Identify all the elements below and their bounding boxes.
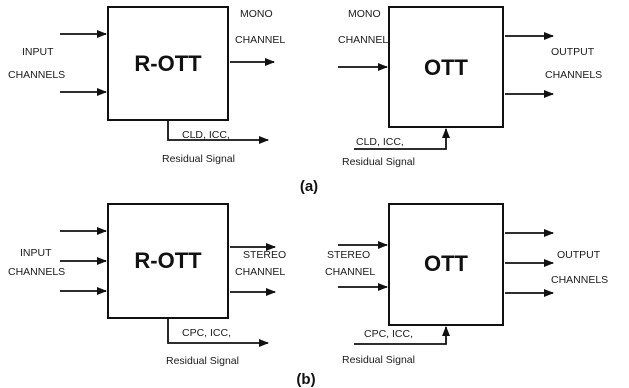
panel-a (8, 7, 602, 195)
param-label-b-dec-line2: Residual Signal (342, 354, 415, 366)
param-label-a-dec-line2: Residual Signal (342, 156, 415, 168)
mono-out-label-a-line1: MONO (240, 8, 273, 20)
caption-b: (b) (296, 371, 316, 388)
stereo-in-label-b-line2: CHANNEL (325, 266, 376, 278)
encoder-b (8, 204, 286, 367)
param-label-a-enc-line2: Residual Signal (162, 153, 235, 165)
ott-label-b: OTT (424, 251, 468, 276)
ott-label-a: OTT (424, 55, 468, 80)
r-ott-label-a: R-OTT (134, 51, 202, 76)
stereo-out-label-b-line2: CHANNEL (235, 266, 286, 278)
caption-a: (a) (299, 178, 319, 195)
input-label-b-line1: INPUT (20, 247, 52, 259)
stereo-in-label-b-line1: STEREO (327, 249, 371, 261)
panel-b (8, 204, 608, 388)
param-label-a-dec-line1: CLD, ICC, (356, 136, 404, 148)
stereo-out-label-b-line1: STEREO (243, 249, 287, 261)
param-label-b-dec-line1: CPC, ICC, (364, 328, 414, 340)
param-label-b-enc-line2: Residual Signal (166, 355, 239, 367)
input-label-a-line2: CHANNELS (8, 69, 66, 81)
param-label-a-enc-line1: CLD, ICC, (182, 129, 230, 141)
decoder-b (325, 204, 608, 366)
output-label-b-line2: CHANNELS (551, 274, 609, 286)
input-label-a-line1: INPUT (22, 46, 54, 58)
mono-in-label-a-line1: MONO (348, 8, 381, 20)
output-label-b-line1: OUTPUT (557, 249, 601, 261)
mono-in-label-a-line2: CHANNEL (338, 34, 389, 46)
mono-out-label-a-line2: CHANNEL (235, 34, 286, 46)
output-label-a-line2: CHANNELS (545, 69, 603, 81)
r-ott-label-b: R-OTT (134, 248, 202, 273)
encoder-a (8, 7, 285, 165)
output-label-a-line1: OUTPUT (551, 46, 595, 58)
input-label-b-line2: CHANNELS (8, 266, 66, 278)
param-label-b-enc-line1: CPC, ICC, (182, 327, 232, 339)
decoder-a (338, 7, 602, 168)
